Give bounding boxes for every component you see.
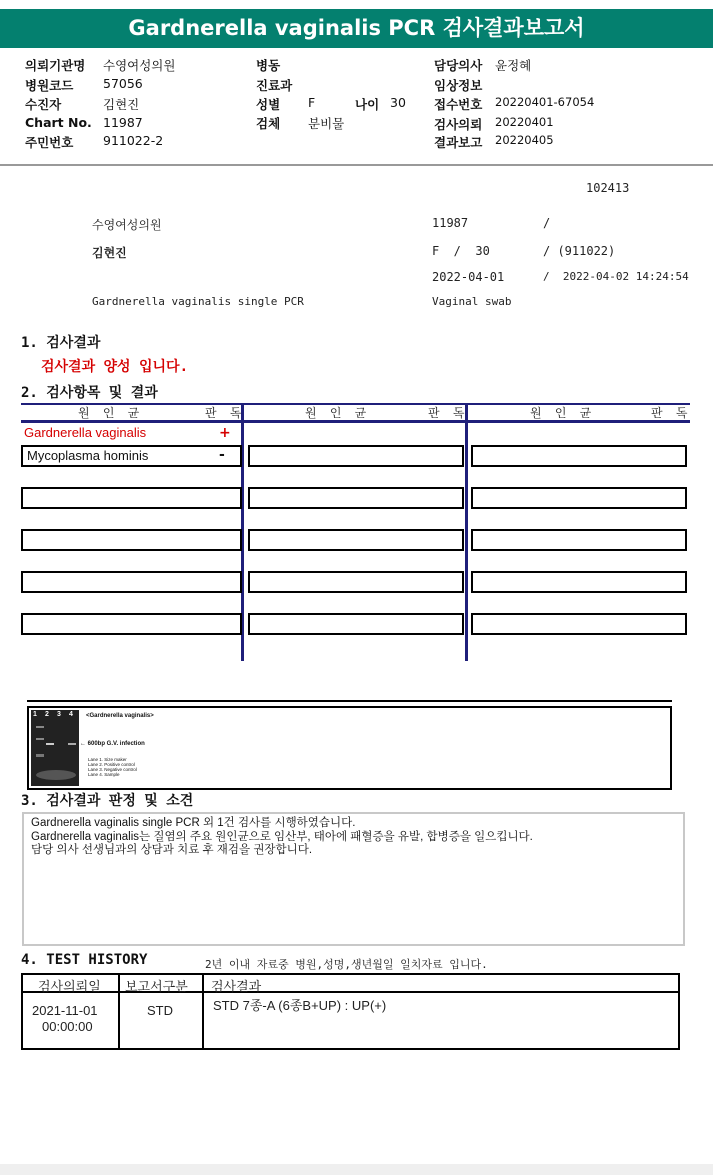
- result-gardnerella: +: [219, 425, 231, 441]
- info-label: 임상정보: [434, 78, 483, 93]
- gel-top-rule: [27, 700, 672, 702]
- info-value: 수영여성의원: [103, 58, 176, 73]
- table-cell: [21, 487, 242, 509]
- gel-electrophoresis-image: [31, 710, 79, 786]
- gel-legend-item: Lane 3. Negative control: [88, 767, 137, 772]
- history-divider: [118, 975, 120, 1048]
- info-label: 병원코드: [25, 78, 74, 93]
- comment-line: Gardnerella vaginalis single PCR 외 1건 검사를 시행하였습니다.: [31, 817, 356, 829]
- gel-legend-item: Lane 4. Sample: [88, 772, 120, 777]
- col-header-result: 판 독: [205, 406, 245, 420]
- sample-clinic: 수영여성의원: [92, 218, 162, 232]
- table-cell: [471, 445, 687, 467]
- info-value: 57056: [103, 76, 143, 91]
- history-note: 2년 이내 자료중 병원,성명,생년월일 일치자료 입니다.: [205, 958, 488, 971]
- table-cell: [471, 613, 687, 635]
- info-label: 담당의사: [434, 58, 483, 73]
- info-label: 진료과: [256, 78, 293, 93]
- gel-lane-label: 3: [57, 711, 61, 718]
- info-label: 의뢰기관명: [25, 58, 86, 73]
- col-header-pathogen: 원 인 균: [305, 406, 370, 420]
- section4-heading: 4. TEST HISTORY: [21, 952, 148, 968]
- history-divider: [202, 975, 204, 1048]
- sample-patient: 김현진: [92, 246, 127, 260]
- age-label: 나이: [355, 97, 380, 112]
- table-cell: [248, 487, 464, 509]
- section3-heading: 3. 검사결과 판정 및 소견: [21, 793, 194, 809]
- gel-legend: [88, 757, 137, 777]
- history-col-type: 보고서구분: [125, 979, 188, 994]
- col-header-result: 판 독: [428, 406, 468, 420]
- info-value: 911022-2: [103, 133, 164, 148]
- info-value: 김현진: [103, 97, 140, 112]
- info-value: 분비물: [308, 116, 345, 131]
- sample-separator: /: [543, 216, 551, 230]
- sample-sex-age: F / 30: [432, 244, 490, 258]
- info-label: 검사의뢰: [434, 117, 483, 132]
- info-label: 주민번호: [25, 135, 74, 150]
- history-col-result: 검사결과: [211, 979, 262, 994]
- info-value: F: [308, 95, 316, 110]
- info-label: 수진자: [25, 97, 62, 112]
- table-cell: [248, 445, 464, 467]
- gel-lane-label: 1: [33, 711, 37, 718]
- section1-heading: 1. 검사결과: [21, 335, 101, 351]
- report-title: Gardnerella vaginalis PCR 검사결과보고서: [0, 9, 713, 48]
- page-footer: [0, 1164, 713, 1175]
- table-cell: [471, 571, 687, 593]
- gel-annotation: ← 600bp G.V. infection: [80, 741, 145, 747]
- sample-test-name: Gardnerella vaginalis single PCR: [92, 295, 304, 308]
- gel-legend-item: Lane 2. Positive control: [88, 762, 135, 767]
- patient-info: [0, 52, 713, 166]
- history-header-row: [23, 975, 678, 993]
- table-divider: [465, 403, 468, 661]
- info-label: 검체: [256, 116, 281, 131]
- info-label: 병동: [256, 58, 281, 73]
- info-value: 11987: [103, 115, 143, 130]
- table-cell: [21, 613, 242, 635]
- history-date: 2021-11-01: [32, 1003, 98, 1018]
- table-cell: [21, 529, 242, 551]
- info-label: 결과보고: [434, 135, 483, 150]
- col-header-pathogen: 원 인 균: [78, 406, 143, 420]
- history-time: 00:00:00: [42, 1019, 93, 1034]
- table-cell: [471, 487, 687, 509]
- history-table: [21, 973, 680, 1050]
- sample-date-reported: / 2022-04-02 14:24:54: [543, 270, 689, 283]
- pathogen-gardnerella: Gardnerella vaginalis: [24, 425, 147, 440]
- gel-lane-label: 2: [45, 711, 49, 718]
- col-header-pathogen: 원 인 균: [530, 406, 595, 420]
- info-value: 20220401-67054: [495, 95, 595, 109]
- col-header-result: 판 독: [651, 406, 691, 420]
- table-cell: [248, 571, 464, 593]
- table-cell: [21, 571, 242, 593]
- gel-title: <Gardnerella vaginalis>: [86, 713, 154, 719]
- sample-date-received: 2022-04-01: [432, 270, 505, 284]
- age-value: 30: [390, 95, 406, 110]
- result-mycoplasma: -: [219, 447, 225, 463]
- result-positive: 검사결과 양성 입니다.: [41, 359, 189, 375]
- info-label: 접수번호: [434, 97, 483, 112]
- info-label: Chart No.: [25, 115, 92, 130]
- history-result: STD 7종-A (6종B+UP) : UP(+): [213, 998, 387, 1013]
- pathogen-mycoplasma: Mycoplasma hominis: [21, 445, 242, 467]
- table-cell: [471, 529, 687, 551]
- info-value: 윤정혜: [495, 58, 532, 73]
- info-label: 성별: [256, 97, 281, 112]
- sample-rrn: / (911022): [543, 244, 616, 258]
- history-col-date: 검사의뢰일: [38, 979, 101, 994]
- section2-heading: 2. 검사항목 및 결과: [21, 385, 158, 401]
- gel-lane-label: 4: [69, 711, 73, 718]
- sample-specimen: Vaginal swab: [432, 295, 512, 308]
- gel-legend-item: Lane 1. Size maker: [88, 757, 127, 762]
- info-value: 20220401: [495, 115, 554, 129]
- comment-line: 담당 의사 선생님과의 상담과 치료 후 재검을 권장합니다.: [31, 844, 313, 856]
- table-cell: [248, 613, 464, 635]
- info-value: 20220405: [495, 133, 554, 147]
- findings-comment: [22, 812, 685, 946]
- table-cell: [248, 529, 464, 551]
- history-type: STD: [147, 1003, 173, 1018]
- sample-chart: 11987: [432, 216, 469, 230]
- sample-code: 102413: [586, 181, 630, 195]
- comment-line: Gardnerella vaginalis는 질염의 주요 원인균으로 임산부, 태아에 패혈증을 유발, 합병증을 일으킵니다.: [31, 830, 533, 843]
